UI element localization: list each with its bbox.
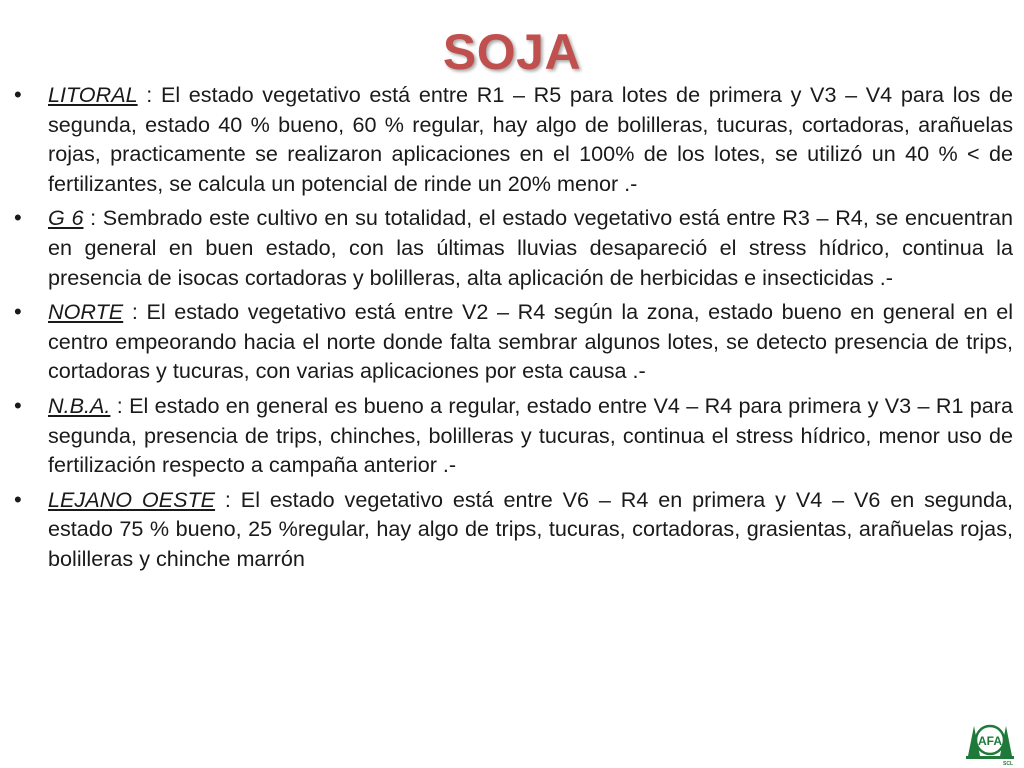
slide-title: SOJA (442, 24, 582, 80)
bullet-dot-icon: • (14, 205, 22, 231)
region-label: N.B.A. (48, 392, 111, 418)
region-label: G 6 (48, 205, 84, 231)
region-label: LITORAL (48, 82, 138, 107)
bullet-text: El estado vegetativo está entre V2 – R4 según la zona, estado bueno en general en el centro empeorando hacia el norte donde falta sembrar algunos lotes, se detecto presencia de trips, cortadoras y tucuras, con varias aplicaciones por esta causa .- (48, 299, 1014, 384)
region-separator: : (123, 299, 147, 325)
logo-base (966, 756, 1014, 759)
bullet-item-lejano-oeste (14, 485, 1013, 574)
bullet-item-norte (14, 297, 1014, 386)
bullet-text: El estado en general es bueno a regular, estado entre V4 – R4 para primera y V3 – R1 para segunda, presencia de trips, chinches, bolilleras y tucuras, continua el stress hídrico, menor uso de fertilización respecto a campaña anterior .- (48, 392, 1014, 478)
bullet-text: El estado vegetativo está entre R1 – R5 para lotes de primera y V3 – V4 para los de segunda, estado 40 % bueno, 60 % regular, hay algo de bolilleras, tucuras, cortadoras, arañuelas rojas, practicamente se realizaron aplicaciones en el 100% de los lotes, se utilizó un 40 % < de fertilizantes, se calcula un potencial de rinde un 20% menor .- (48, 82, 1013, 196)
region-separator: : (137, 82, 161, 107)
region-separator: : (110, 392, 130, 418)
bullet-item-nba (14, 391, 1014, 480)
bullet-text: Sembrado este cultivo en su totalidad, el estado vegetativo está entre R3 – R4, se encuentran en general en buen estado, con las últimas lluvias desapareció el stress hídrico, continua la presencia de isocas cortadoras y bolilleras, alta aplicación de herbicidas e insecticidas .- (48, 205, 1014, 290)
logo-letters: AFA (978, 734, 1002, 748)
logo-subtext: SCL (1003, 761, 1013, 766)
bullet-dot-icon: • (14, 486, 22, 512)
region-separator: : (83, 205, 103, 231)
region-label: NORTE (48, 299, 124, 325)
bullet-item-g6 (14, 203, 1014, 292)
afa-logo-icon (962, 720, 1018, 766)
bullet-item-litoral (14, 80, 1013, 198)
bullet-dot-icon: • (14, 82, 22, 107)
bullet-dot-icon: • (14, 299, 22, 325)
bullet-text: El estado vegetativo está entre V6 – R4 en primera y V4 – V6 en segunda, estado 75 % bueno, 25 %regular, hay algo de trips, tucuras, cortadoras, grasientas, arañuelas rojas, bolilleras y chinche marrón (48, 486, 1013, 571)
region-label: LEJANO OESTE (48, 486, 216, 512)
bullet-dot-icon: • (14, 392, 22, 418)
region-separator: : (215, 486, 241, 512)
bullet-list (0, 80, 1024, 579)
